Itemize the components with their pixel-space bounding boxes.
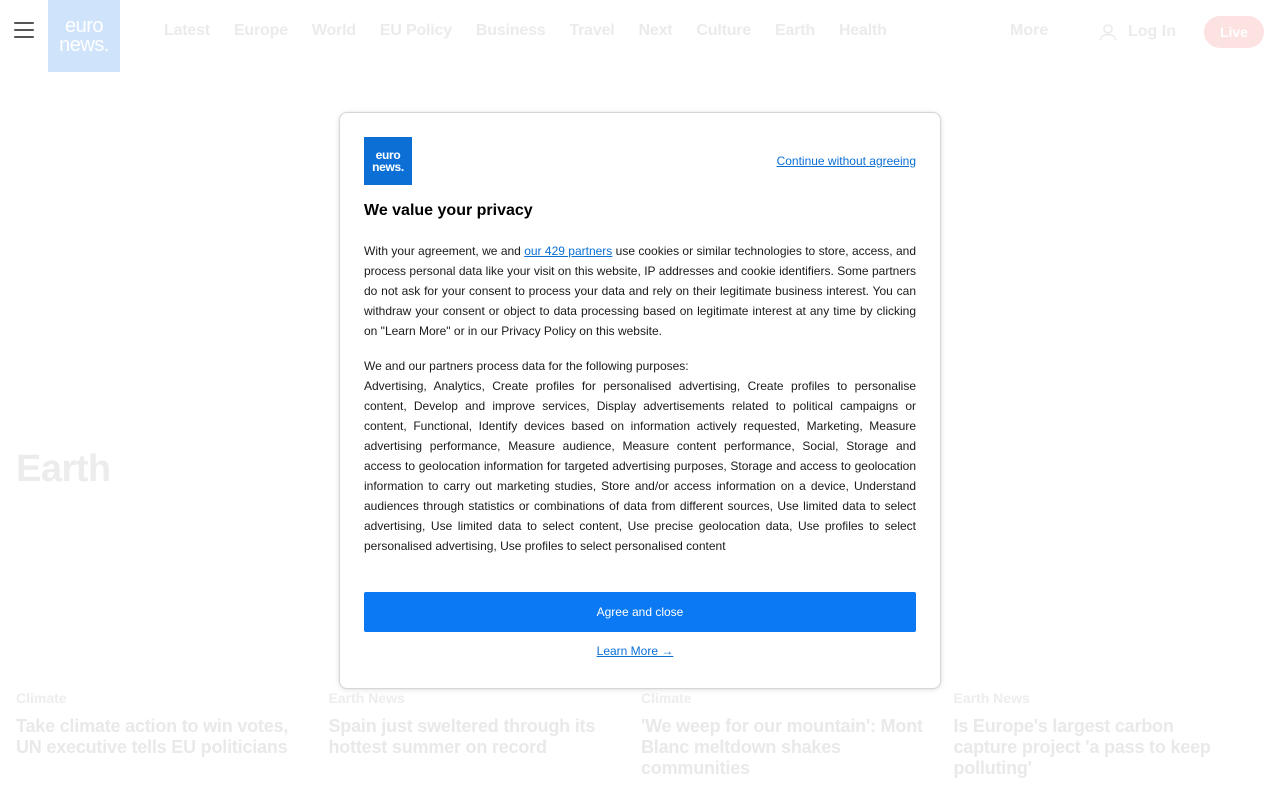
agree-and-close-button[interactable]: Agree and close <box>364 592 916 632</box>
article-card[interactable] <box>954 690 1267 779</box>
consent-title: We value your privacy <box>364 202 533 219</box>
main-nav <box>164 22 911 40</box>
consent-dialog <box>339 112 941 689</box>
nav-travel[interactable]: Travel <box>569 22 615 39</box>
article-headline[interactable]: 'We weep for our mountain': Mont Blanc meltdown shakes communities <box>641 716 923 778</box>
article-list <box>16 690 1266 779</box>
article-headline[interactable]: Is Europe's largest carbon capture project 'a pass to keep polluting' <box>953 716 1211 778</box>
section-title: Earth <box>16 448 111 490</box>
purposes-list: Advertising, Analytics, Create profiles for personalised advertising, Create profiles to personalise content, Develop and improve services, Display advertisements related to political campaigns or content, Functional, Identify devices based on information actively requested, Marketing, Measure advertising performance, Measure audience, Measure content performance, Social, Storage and access to geolocation information for targeted advertising purposes, Storage and access to geolocation information to carry out marketing studies, Store and/or access information on a device, Understand audiences through statistics or combinations of data from different sources, Use limited data to select advertising, Use limited data to select content, Use precise geolocation data, Use profiles to select personalised advertising, Use profiles to select personalised content <box>364 379 916 553</box>
consent-logo <box>364 137 412 185</box>
nav-culture[interactable]: Culture <box>696 22 752 39</box>
learn-more-link[interactable]: Learn More → <box>596 644 674 658</box>
live-button[interactable]: Live <box>1204 16 1264 48</box>
site-header <box>0 0 1280 64</box>
consent-paragraph <box>364 241 916 341</box>
article-category[interactable]: Climate <box>641 690 692 706</box>
consent-text-before: With your agreement, we and <box>364 244 525 258</box>
nav-earth[interactable]: Earth <box>775 22 815 39</box>
article-category[interactable]: Earth News <box>328 690 405 706</box>
logo-line-1: euro <box>64 15 104 37</box>
article-category[interactable]: Climate <box>16 690 67 706</box>
site-logo[interactable] <box>48 0 120 72</box>
consent-text-after: use cookies or similar technologies to store, access, and process personal data like your visit on this website, IP addresses and cookie identifiers. Some partners do not ask for your consent to process your data and rely on their legitimate business interest. You can withdraw your consent or object to data processing based on legitimate interest at any time by clicking on "Learn More" or in our Privacy Policy on this website. <box>364 244 917 338</box>
article-card[interactable] <box>329 690 642 779</box>
login-button[interactable] <box>1098 22 1176 42</box>
partners-link[interactable]: our 429 partners <box>524 244 613 258</box>
consent-body <box>364 241 916 556</box>
article-category[interactable]: Earth News <box>953 690 1030 706</box>
nav-europe[interactable]: Europe <box>233 22 288 39</box>
article-headline[interactable]: Take climate action to win votes, UN executive tells EU politicians <box>16 716 289 757</box>
article-card[interactable] <box>641 690 954 779</box>
purposes-intro: We and our partners process data for the following purposes: <box>364 359 689 373</box>
nav-next[interactable]: Next <box>638 22 673 39</box>
user-icon <box>1098 22 1118 42</box>
nav-health[interactable]: Health <box>838 22 887 39</box>
nav-business[interactable]: Business <box>475 22 546 39</box>
hamburger-icon[interactable] <box>14 22 34 40</box>
article-headline[interactable]: Spain just sweltered through its hottest summer on record <box>328 716 596 757</box>
login-label: Log In <box>1128 23 1176 40</box>
nav-latest[interactable]: Latest <box>164 22 210 39</box>
consent-logo-line-2: news. <box>372 160 404 174</box>
nav-eu-policy[interactable]: EU Policy <box>379 22 452 39</box>
more-menu[interactable]: More <box>1010 22 1049 39</box>
article-card[interactable] <box>16 690 329 779</box>
consent-logo-line-1: euro <box>375 148 401 162</box>
continue-without-agreeing-link[interactable]: Continue without agreeing <box>776 154 916 168</box>
logo-line-2: news. <box>59 34 109 56</box>
nav-world[interactable]: World <box>311 22 356 39</box>
